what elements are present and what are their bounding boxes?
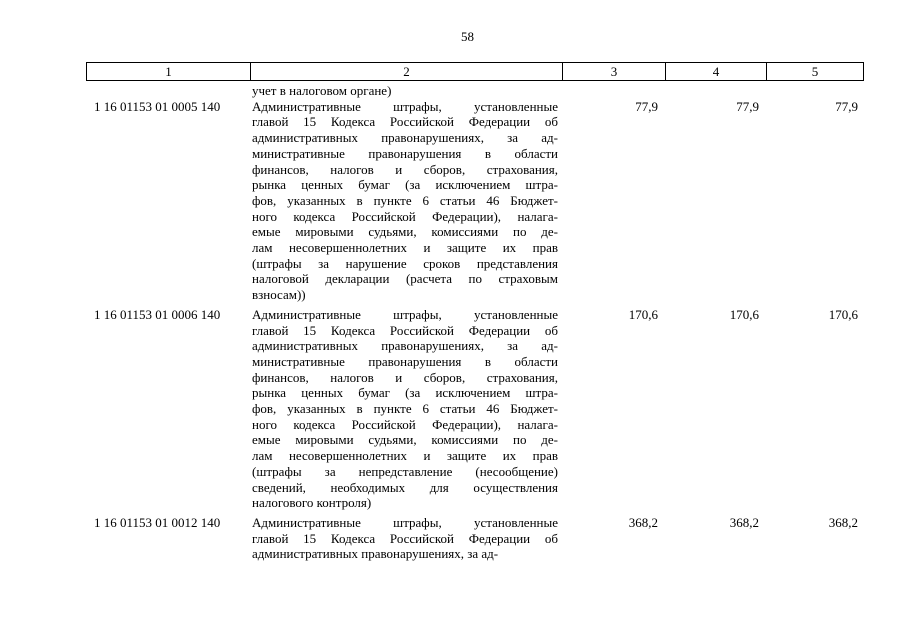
description-line: взносам)) <box>252 287 306 303</box>
column-header-3: 3 <box>562 63 665 80</box>
description-line: лам несовершеннолетних и защите их прав <box>252 240 558 256</box>
description-line: административных правонарушениях, за ад- <box>252 130 558 146</box>
description-cell <box>249 83 561 99</box>
amount-col3: 170,6 <box>628 306 658 322</box>
description-line: емые мировыми судьями, комиссиями по де- <box>252 432 558 448</box>
amount-col3: 368,2 <box>628 514 658 530</box>
description-line: административных правонарушениях, за ад- <box>252 546 499 562</box>
amount-col3: 77,9 <box>635 98 658 114</box>
amount-col4: 368,2 <box>729 514 759 530</box>
amount-col5: 77,9 <box>835 98 858 114</box>
amount-col4: 77,9 <box>736 98 759 114</box>
description-line: рынка ценных бумаг (за исключением штра- <box>252 177 558 193</box>
description-line: министративные правонарушения в области <box>252 353 558 369</box>
column-header-1: 1 <box>165 64 172 79</box>
description-line: Административные штрафы, установленные <box>252 98 558 114</box>
table-row <box>86 515 864 562</box>
description-line: финансов, налогов и сборов, страхования, <box>252 369 558 385</box>
table-row <box>86 307 864 511</box>
description-line: сведений, необходимых для осуществления <box>252 479 558 495</box>
budget-code: 1 16 01153 01 0012 140 <box>94 514 221 530</box>
description-cell <box>249 515 561 562</box>
description-line: финансов, налогов и сборов, страхования, <box>252 161 558 177</box>
description-line: фов, указанных в пункте 6 статьи 46 Бюджет- <box>252 192 558 208</box>
budget-code: 1 16 01153 01 0005 140 <box>94 98 221 114</box>
description-line: главой 15 Кодекса Российской Федерации об <box>252 114 558 130</box>
table-row-continuation <box>86 83 864 99</box>
budget-code: 1 16 01153 01 0006 140 <box>94 306 221 322</box>
description-line: Административные штрафы, установленные <box>252 306 558 322</box>
description-line: главой 15 Кодекса Российской Федерации об <box>252 322 558 338</box>
page-number: 58 <box>461 29 474 44</box>
description-line: ного кодекса Российской Федерации), налага- <box>252 208 558 224</box>
column-header-5: 5 <box>766 63 863 80</box>
column-header-4: 4 <box>665 63 766 80</box>
description-line: министративные правонарушения в области <box>252 145 558 161</box>
description-line: фов, указанных в пункте 6 статьи 46 Бюджет- <box>252 401 558 417</box>
description-line: рынка ценных бумаг (за исключением штра- <box>252 385 558 401</box>
description-line: Административные штрафы, установленные <box>252 514 558 530</box>
description-line: емые мировыми судьями, комиссиями по де- <box>252 224 558 240</box>
description-line: (штрафы за непредставление (несообщение) <box>252 463 558 479</box>
table-rows <box>86 99 864 562</box>
column-header-2: 2 <box>250 63 562 80</box>
description-cell <box>249 99 561 303</box>
description-line: главой 15 Кодекса Российской Федерации об <box>252 530 558 546</box>
table-header-row <box>86 62 864 81</box>
description-line: (штрафы за нарушение сроков представления <box>252 255 558 271</box>
amount-col5: 368,2 <box>828 514 858 530</box>
table-row <box>86 99 864 303</box>
description-cell <box>249 307 561 511</box>
continuation-text: учет в налоговом органе) <box>252 83 392 98</box>
description-line: ного кодекса Российской Федерации), налага- <box>252 416 558 432</box>
table-body <box>86 83 864 562</box>
description-line: налогового контроля) <box>252 495 372 511</box>
description-line: лам несовершеннолетних и защите их прав <box>252 448 558 464</box>
description-line: налоговой декларации (расчета по страховым <box>252 271 558 287</box>
amount-col4: 170,6 <box>729 306 759 322</box>
description-line: административных правонарушениях, за ад- <box>252 338 558 354</box>
amount-col5: 170,6 <box>828 306 858 322</box>
